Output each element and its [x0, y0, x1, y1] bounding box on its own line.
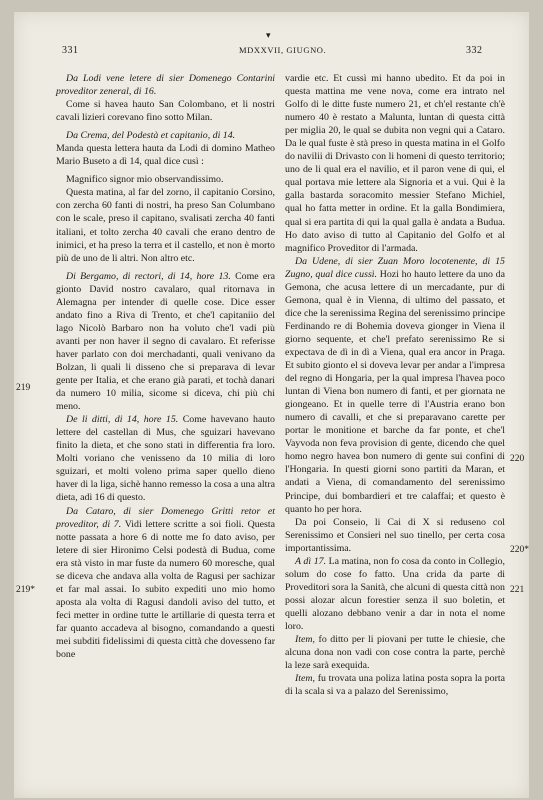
margin-number-right: 221: [510, 585, 525, 595]
paragraph-text: Vidi lettere scritte a soi fioli. Questa notte passata a hore 6 di notte me fo dato aviso, per letere di sier Hironimo Celsi podestà di Budua, come era stà visto in mar fuste da numero 60 moresche, qual se diceva che andava alla volta de Ragusi per sachizar et far mal assai. Io subito expediti uno mio homo aposta ala volta di Ragusi dandoli aviso del tutto, et feci metter in ordine tutte le artillarie di questa terra et far quanto accadeva al bisogno, comandando a questi mei subditi fidelissimi di questa città che dovesseno far bone: [56, 518, 275, 661]
section-heading: De li ditti, di 14, hore 15.: [66, 414, 179, 426]
paragraph: Da poi Conseio, li Cai di X si reduseno col Serenissimo et Consieri nel suo tinello, per certa cosa importantissima.: [285, 516, 505, 554]
running-header: [14, 45, 529, 59]
paragraph: [56, 505, 275, 662]
section-heading: Da Udene, di sier Zuan Moro locotenente, di 15 Zugno, qual dice cussì.: [285, 255, 505, 280]
left-column: [56, 72, 275, 661]
paragraph: [285, 633, 505, 672]
paragraph-text: Come havevano hauto lettere del castellan di Mus, che sguizari havevano finito la dieta, et che sono stati in differentia fra loro. Molti voriano che venisseno da 10 milia di loro sguizari, et molti voleno prima saper quello dieno haver di la liga, sichè hanno remesso la cosa a una altra dieta, adì 16 di questo.: [56, 414, 275, 504]
item-label: Item,: [295, 634, 316, 646]
paragraph: Come si havea hauto San Colombano, et li nostri cavali lizieri corevano fino sotto Milan.: [56, 99, 275, 124]
running-head-title: MDXXVII, GIUGNO.: [239, 45, 327, 55]
item-label: Item,: [295, 673, 316, 685]
section-heading: Di Bergamo, di rectori, di 14, hore 13.: [66, 270, 231, 282]
paragraph-text: La matina, non fo cosa da conto in Collegio, solum do cose fo fatto. Una crida da parte di Proveditori sora la Sanità, che alcuni di questa città non possi alozar alcun forestier senza il suo boletin, et quelli alozano debbano venir a dar in nota el nome loro.: [285, 555, 506, 632]
paragraph: [56, 413, 275, 504]
letter-salutation: Magnifico signor mio observandissimo.: [66, 174, 224, 186]
paragraph: Questa matina, al far del zorno, il capitanio Corsino, con zercha 60 fanti di nostri, ha preso San Columbano con le scale, preso il capitano, svalisati zercha 40 fanti italiani, et tolto zercha 40 cavali che erano dentro de inimici, et ha preso la terra et il castello, et non è morto più de uno de li altri. Non altro etc.: [56, 187, 275, 264]
book-page: [14, 12, 529, 798]
page-number-left: 331: [62, 45, 79, 56]
section-heading: Da Lodi vene letere di sier Domenego Contarini proveditor zeneral, di 16.: [56, 73, 275, 98]
page-number-right: 332: [466, 45, 483, 56]
paragraph-text: Hozi ho hauto lettere da uno da Gemona, che acusa lettere di un mercadante, pur di Gemona, qual è in Vienna, di ultimo del passato, et dice che la serenissima Regina del serenissimo principe Ferdinando re di Bohemia doveva gionger in Viena il giorno sequente, et che'l prefato serenissimo Re si expectava de dì in dì a Viena, qual era ancor in Praga. Et subito gionto el si doveva levar per andar a l'impresa del regno di Hongaria, per la qual impresa l'havea poco luntan di Viena bon numero di fanti, et per giornata ne giongeano. Et in quelle terre di l'Austria erano bon numero di cavalli, et che si preparavano carette per portar le monitione et barche da far ponte, et che'l Vayvoda non feva provision di gente, dicendo che quel homo negro havea bon numero di gente sui confini di l'Hongaria. In questi giorni sono partiti da Maran, et andati a Viena, di comandamento del serenissimo Principe, dui bombardieri et tre calaffai; et questo è quanto ho per hora.: [285, 268, 506, 515]
printer-mark: ▾: [266, 30, 271, 40]
paragraph-text: fu trovata una poliza latina posta sopra la porta di la scala si va a palazo del Serenissimo,: [285, 673, 506, 698]
paragraph: [56, 270, 275, 414]
paragraph: Manda questa lettera hauta da Lodi di domino Matheo Mario Buseto a dì 14, qual dice cusì :: [56, 143, 275, 168]
paragraph: vardie etc. Et cussì mi hanno ubedito. Et da poi in questa mattina me vene nova, come era intrato nel Golfo di le ditte fuste numero 21, et ch'el restante ch'è numero 40 è restato a Malunta, luntan di questa città per miglia 20, le qual se dubita non vegni qui a Cataro. Da le qual fuste è stà preso in questa matina in el Golfo do navilii di Drivasto con li homeni di questo territorio; uno de li qual era el navilio, et il paron vene di qui, el qual portava mie lettere ala Signoria et a vui. Qui è la galla bastarda soracomito messier Stefano Michiel, qual ho fatta metter in ordine. Et la galla Bondimiera, qual si era partita di qui la qual galla è andata a Budua. Ho dato aviso di tutto al Capitanio del Golfo et al magnifico Proveditor di l'armada.: [285, 73, 505, 254]
margin-number-right: 220*: [510, 545, 529, 555]
paragraph-text: Come era gionto David nostro cavalaro, qual ritornava in Alemagna per intender di quelle cose. Dice esser andato fino a Riva di Trento, et che'l capitaniio del lago Nicolò Barbaro non ha voluto che'l vadi più avanti per non haver il segno di cavalaro. Et referisse haver parlato con doi merchadanti, quali venivano da Bolzan, li quali li disseno che si preparava di levar gente per Italia, et che erano già parati, et tochà danari da numero 10 milia, sicome si diceva, chi più chi meno.: [56, 270, 275, 413]
paragraph: [285, 672, 505, 698]
paragraph: [285, 255, 505, 516]
section-heading: Da Cataro, di sier Domenego Gritti retor et proveditor, di 7.: [56, 505, 275, 530]
paragraph: [285, 555, 505, 633]
margin-number-left: 219*: [16, 585, 35, 595]
paragraph-text: fo ditto per li piovani per tutte le chiesie, che alcuna dona non vadi con cose contra la parte, perchè la leze sarà exequida.: [285, 634, 505, 672]
margin-number-right: 220: [510, 454, 525, 464]
section-heading: A dì 17.: [295, 555, 327, 567]
margin-number-left: 219: [16, 383, 31, 393]
right-column: [285, 72, 505, 698]
section-heading: Da Crema, del Podestà et capitanio, di 14.: [66, 130, 236, 142]
